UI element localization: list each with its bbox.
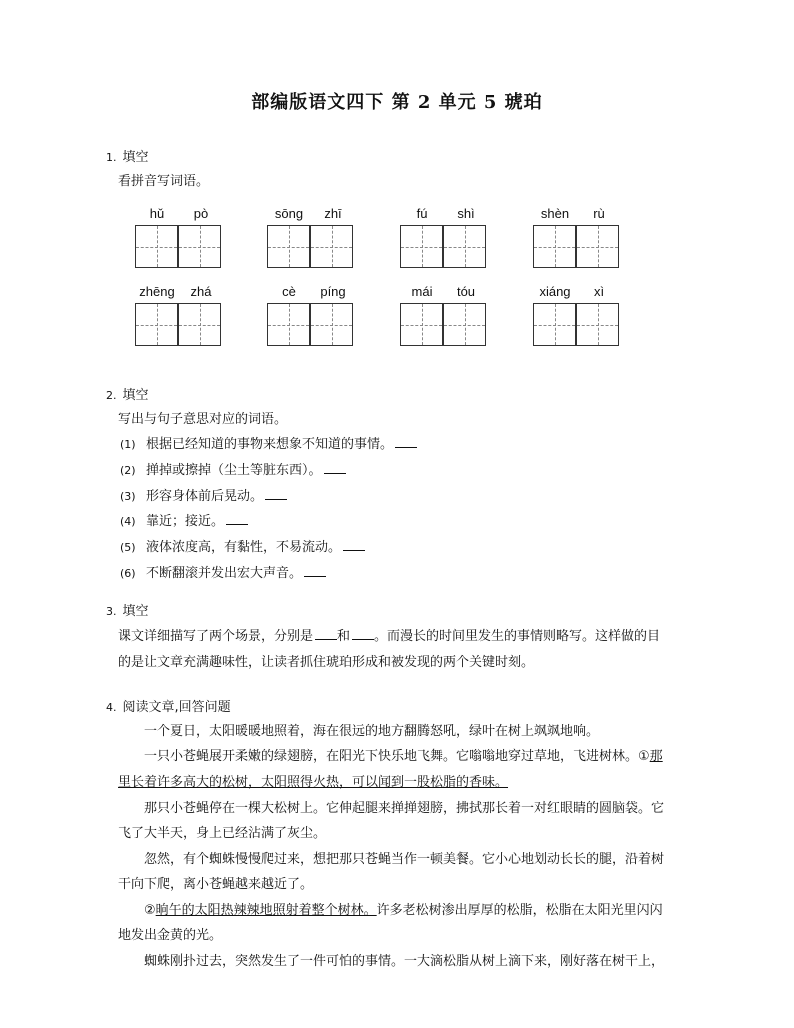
reading-paragraph: 蜘蛛刚扑过去，突然发生了一件可怕的事情。一大滴松脂从树上滴下来，刚好落在树干上， [144,954,665,969]
pinyin-text: zhī [324,206,342,221]
answer-blank[interactable] [304,564,326,577]
reading-paragraph: 一个夏日，太阳暖暖地照着，海在很远的地方翻腾怒吼，绿叶在树上飒飒地响。 [144,724,600,739]
reading-paragraph: 飞了大半天，身上已经沾满了灰尘。 [118,826,327,841]
q4-label: 阅读文章,回答问题 [122,700,231,715]
q2-item [120,433,417,452]
q2-heading [106,384,149,403]
answer-blank[interactable] [343,538,365,551]
pinyin-text: fú [416,206,428,221]
q2-item-number: (3) [120,490,136,503]
q2-item [120,459,346,478]
q2-label: 填空 [122,388,149,403]
q2-item-number: (4) [120,515,136,528]
q2-item-text: 形容身体前后晃动。 [146,489,264,504]
sentence-marker: ② [144,903,156,918]
writing-box[interactable] [576,225,619,268]
q2-item [120,510,248,529]
writing-box[interactable] [576,303,619,346]
writing-box[interactable] [135,303,178,346]
answer-blank[interactable] [315,627,337,640]
pinyin-text: shèn [540,206,570,221]
q2-item [120,485,287,504]
q2-item-text: 根据已经知道的事物来想象不知道的事情。 [146,437,394,452]
writing-box[interactable] [267,303,310,346]
answer-blank[interactable] [395,435,417,448]
sentence-marker: ① [638,749,650,764]
reading-paragraph: 地发出金黄的光。 [118,928,223,943]
writing-box[interactable] [443,225,486,268]
q2-item-text: 掸掉或擦掉（尘土等脏东西）。 [146,463,322,478]
underlined-sentence: 那 [649,749,663,764]
q3-line-2: 的是让文章充满趣味性，让读者抓住琥珀形成和被发现的两个关键时刻。 [118,655,535,670]
pinyin-text: mái [411,284,433,299]
reading-paragraph: 那只小苍蝇停在一棵大松树上。它伸起腿来掸掸翅膀，拂拭那长着一对红眼睛的圆脑袋。它 [144,801,665,816]
q2-item-text: 不断翻滚并发出宏大声音。 [146,566,303,581]
pinyin-text: rù [593,206,605,221]
pinyin-text: tóu [456,284,476,299]
page-title: 部编版语文四下 第 2 单元 5 琥珀 [251,92,543,113]
reading-paragraph [144,745,663,764]
q2-item [120,536,365,555]
reading-paragraph [144,899,663,918]
q3-heading [106,600,149,619]
pinyin-text: cè [282,284,296,299]
passage-text: 许多老松树渗出厚厚的松脂，松脂在太阳光里闪闪 [376,903,663,918]
writing-box[interactable] [533,225,576,268]
writing-box[interactable] [400,225,443,268]
underlined-sentence: 里长着许多高大的松树，太阳照得火热，可以闻到一股松脂的香味。 [118,775,509,790]
underlined-sentence: 晌午的太阳热辣辣地照射着整个树林。 [155,903,377,918]
q2-item-number: (2) [120,464,136,477]
answer-blank[interactable] [324,461,346,474]
pinyin-text: xì [593,284,605,299]
q4-number: 4. [106,701,117,714]
reading-paragraph: 忽然，有个蜘蛛慢慢爬过来，想把那只苍蝇当作一顿美餐。它小心地划动长长的腿，沿着树 [144,852,665,867]
q4-heading [106,696,231,715]
writing-box[interactable] [400,303,443,346]
reading-paragraph: 干向下爬，离小苍蝇越来越近了。 [118,877,314,892]
reading-paragraph [118,771,508,790]
q2-instruction: 写出与句子意思对应的词语。 [118,412,288,427]
pinyin-text: xiáng [539,284,571,299]
pinyin-text: píng [320,284,346,299]
q3-number: 3. [106,605,117,618]
q2-item-number: (6) [120,567,136,580]
q2-item [120,562,326,581]
q3-text: 课文详细描写了两个场景，分别是 [118,629,314,644]
answer-blank[interactable] [226,512,248,525]
writing-box[interactable] [178,303,221,346]
q3-text: 。而漫长的时间里发生的事情则略写。这样做的目 [374,629,661,644]
q2-item-text: 液体浓度高，有黏性，不易流动。 [146,540,342,555]
q3-line-1 [118,625,660,644]
passage-text: 一只小苍蝇展开柔嫩的绿翅膀，在阳光下快乐地飞舞。它嗡嗡地穿过草地，飞进树林。 [144,749,639,764]
answer-blank[interactable] [352,627,374,640]
pinyin-text: zhēng [139,284,175,299]
writing-box[interactable] [533,303,576,346]
pinyin-text: hǔ [149,206,165,221]
pinyin-text: sōng [274,206,304,221]
writing-box[interactable] [310,303,353,346]
writing-box[interactable] [135,225,178,268]
q1-heading [106,146,149,165]
writing-box[interactable] [267,225,310,268]
q1-instruction: 看拼音写词语。 [118,174,210,189]
q2-item-number: (1) [120,438,136,451]
writing-box[interactable] [443,303,486,346]
q2-number: 2. [106,389,117,402]
writing-box[interactable] [178,225,221,268]
pinyin-text: shì [457,206,475,221]
q1-label: 填空 [122,150,149,165]
q2-item-number: (5) [120,541,136,554]
pinyin-text: pò [193,206,209,221]
q3-text: 和 [337,629,351,644]
q3-label: 填空 [122,604,149,619]
writing-box[interactable] [310,225,353,268]
answer-blank[interactable] [265,487,287,500]
q2-item-text: 靠近；接近。 [146,514,225,529]
pinyin-text: zhá [190,284,212,299]
q1-number: 1. [106,151,117,164]
